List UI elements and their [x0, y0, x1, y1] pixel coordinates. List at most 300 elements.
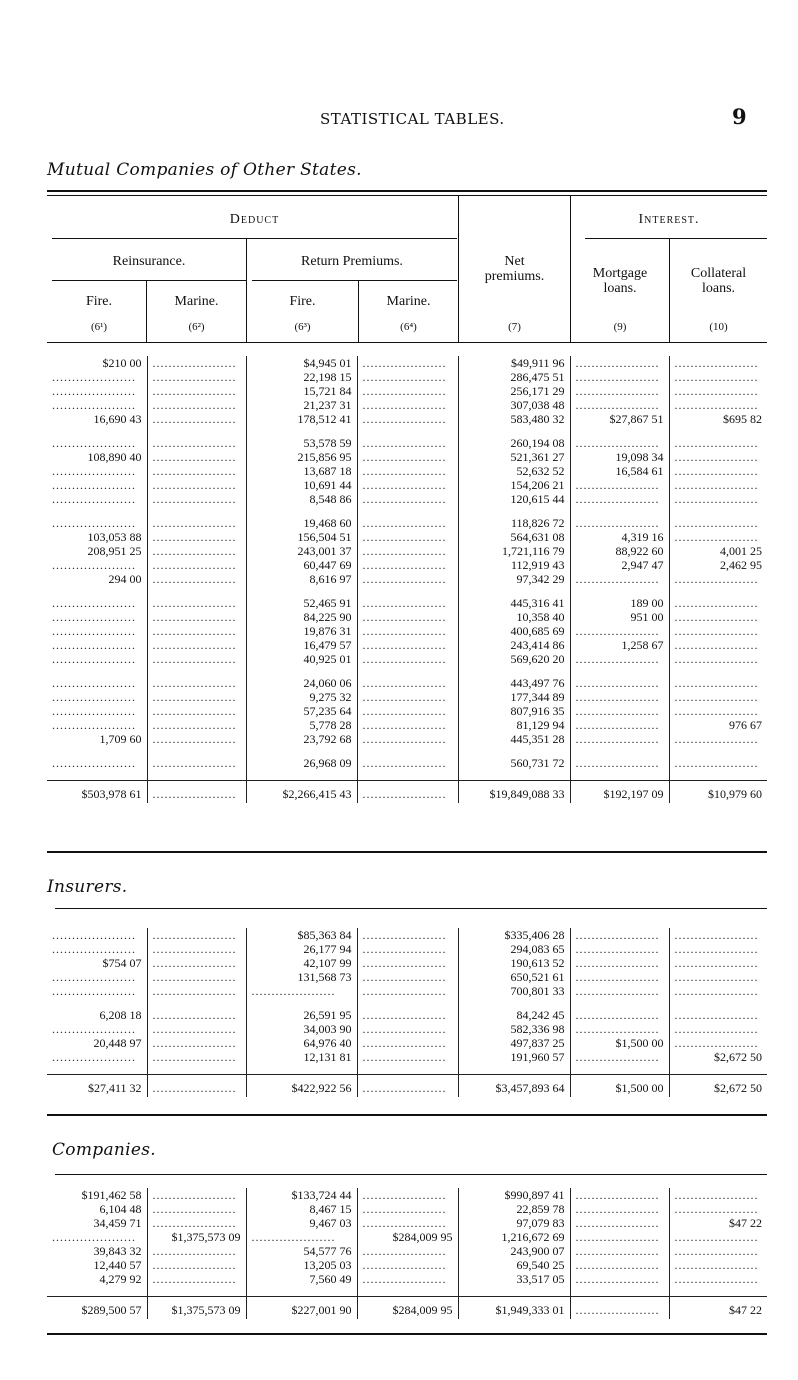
- table-cell: [357, 572, 458, 586]
- dot-leader: .....................: [152, 384, 237, 398]
- dot-leader: .....................: [152, 370, 237, 384]
- table-cell: 42,107 99: [246, 956, 357, 970]
- table-cell: [570, 624, 669, 638]
- table-cell: 16,690 43: [93, 412, 142, 426]
- table-cell: [357, 1202, 458, 1216]
- table-cell: $85,363 84: [246, 928, 357, 942]
- dot-leader: .....................: [152, 704, 237, 718]
- table-row: [47, 1244, 767, 1258]
- table-cell: [147, 572, 246, 586]
- dot-leader: .....................: [152, 970, 237, 984]
- dot-leader: .....................: [674, 398, 759, 412]
- table-cell: 19,876 31: [246, 624, 357, 638]
- table-row: [47, 756, 767, 770]
- dot-leader: .....................: [52, 652, 136, 666]
- dot-leader: .....................: [152, 572, 237, 586]
- table-cell: $27,867 51: [570, 412, 669, 426]
- dot-leader: .....................: [52, 610, 136, 624]
- section-title-mutual: Mutual Companies of Other States.: [47, 160, 362, 180]
- dot-leader: .....................: [52, 478, 136, 492]
- dot-leader: .....................: [674, 450, 759, 464]
- table-cell: [147, 544, 246, 558]
- dot-leader: .....................: [674, 652, 759, 666]
- table-cell: [669, 572, 767, 586]
- table-cell: [357, 652, 458, 666]
- dot-leader: .....................: [362, 1022, 447, 1036]
- table-cell: 650,521 61: [458, 970, 570, 984]
- table-cell: [47, 436, 147, 450]
- table-cell: [357, 1188, 458, 1202]
- table-cell: [669, 478, 767, 492]
- column-number: (6¹): [90, 321, 108, 333]
- table-cell: [669, 676, 767, 690]
- dot-leader: .....................: [362, 704, 447, 718]
- dot-leader: .....................: [362, 356, 447, 370]
- table-cell: 10,691 44: [246, 478, 357, 492]
- dot-leader: .....................: [152, 1022, 237, 1036]
- dot-leader: .....................: [362, 492, 447, 506]
- dot-leader: .....................: [152, 1244, 237, 1258]
- table-cell: [47, 652, 147, 666]
- dot-leader: .....................: [52, 558, 136, 572]
- table-cell: 53,578 59: [246, 436, 357, 450]
- table-cell: [147, 478, 246, 492]
- table-cell: [147, 1202, 246, 1216]
- table-row: [47, 370, 767, 384]
- dot-leader: .....................: [152, 1188, 237, 1202]
- table-cell: 6,208 18: [99, 1008, 142, 1022]
- dot-leader: .....................: [575, 1272, 660, 1286]
- table-row: [47, 1202, 767, 1216]
- table-cell: 23,792 68: [246, 732, 357, 746]
- table-cell: [570, 704, 669, 718]
- dot-leader: .....................: [152, 1272, 237, 1286]
- dot-leader: .....................: [362, 516, 447, 530]
- table-cell: 21,237 31: [246, 398, 357, 412]
- table-cell: [570, 1272, 669, 1286]
- dot-leader: .....................: [674, 970, 759, 984]
- table-cell: [357, 676, 458, 690]
- table-cell: [147, 1050, 246, 1064]
- dot-leader: .....................: [575, 1258, 660, 1272]
- dot-leader: .....................: [52, 704, 136, 718]
- table-cell: [357, 970, 458, 984]
- table-cell: [570, 1216, 669, 1230]
- dot-leader: .....................: [52, 370, 136, 384]
- table-row: [47, 718, 767, 732]
- table-cell: [357, 732, 458, 746]
- table-cell: [47, 690, 147, 704]
- table-cell: 400,685 69: [458, 624, 570, 638]
- table-cell: [570, 756, 669, 770]
- dot-leader: .....................: [152, 984, 237, 998]
- column-number: (7): [508, 321, 521, 333]
- dot-leader: .....................: [362, 610, 447, 624]
- table-cell: [357, 1022, 458, 1036]
- table-cell: 33,517 05: [458, 1272, 570, 1286]
- dot-leader: .....................: [575, 732, 660, 746]
- dot-leader: .....................: [674, 704, 759, 718]
- table-cell: [147, 436, 246, 450]
- dot-leader: .....................: [362, 544, 447, 558]
- dot-leader: .....................: [575, 756, 660, 770]
- table-cell: [147, 1244, 246, 1258]
- table-cell: [147, 624, 246, 638]
- dot-leader: .....................: [152, 638, 237, 652]
- dot-leader: .....................: [362, 530, 447, 544]
- dot-leader: .....................: [152, 652, 237, 666]
- dot-leader: .....................: [674, 624, 759, 638]
- table-cell: 19,098 34: [570, 450, 669, 464]
- table-cell: 8,548 86: [246, 492, 357, 506]
- row-spacer: [47, 666, 767, 676]
- dot-leader: .....................: [152, 676, 237, 690]
- dot-leader: .....................: [674, 956, 759, 970]
- table-cell: [357, 610, 458, 624]
- total-cell: [570, 1297, 669, 1320]
- table-cell: [357, 464, 458, 478]
- table-row: [47, 984, 767, 998]
- table-cell: 69,540 25: [458, 1258, 570, 1272]
- companies-table: [47, 1188, 767, 1319]
- table-cell: 243,414 86: [458, 638, 570, 652]
- total-cell: $2,672 50: [669, 1075, 767, 1098]
- table-cell: [669, 984, 767, 998]
- table-cell: [357, 516, 458, 530]
- table-cell: 521,361 27: [458, 450, 570, 464]
- table-cell: [147, 704, 246, 718]
- page-header: [0, 104, 798, 132]
- table-cell: [147, 1008, 246, 1022]
- table-cell: 52,465 91: [246, 596, 357, 610]
- dot-leader: .....................: [674, 1258, 759, 1272]
- dot-leader: .....................: [674, 370, 759, 384]
- dot-leader: .....................: [674, 492, 759, 506]
- table-cell: [357, 478, 458, 492]
- dot-leader: .....................: [52, 1050, 136, 1064]
- dot-leader: .....................: [674, 1202, 759, 1216]
- table-cell: [357, 544, 458, 558]
- dot-leader: .....................: [575, 676, 660, 690]
- table-cell: [669, 1244, 767, 1258]
- table-cell: 6,104 48: [99, 1202, 142, 1216]
- table-cell: 60,447 69: [246, 558, 357, 572]
- table-cell: [570, 356, 669, 370]
- table-cell: [357, 596, 458, 610]
- table-cell: [47, 928, 147, 942]
- total-cell: $192,197 09: [570, 781, 669, 804]
- table-row: [47, 638, 767, 652]
- table-cell: [147, 558, 246, 572]
- table-cell: [669, 1202, 767, 1216]
- table-cell: 445,316 41: [458, 596, 570, 610]
- table-cell: 564,631 08: [458, 530, 570, 544]
- total-row: [47, 1075, 767, 1098]
- dot-leader: .....................: [575, 356, 660, 370]
- collateral-line2: loans.: [701, 281, 736, 296]
- dot-leader: .....................: [362, 956, 447, 970]
- table-cell: [669, 1188, 767, 1202]
- dot-leader: .....................: [152, 596, 237, 610]
- table-cell: [357, 412, 458, 426]
- table-cell: [147, 1022, 246, 1036]
- table-cell: [570, 1230, 669, 1244]
- table-cell: [669, 690, 767, 704]
- table-cell: [669, 516, 767, 530]
- dot-leader: .....................: [362, 1216, 447, 1230]
- table-cell: 118,826 72: [458, 516, 570, 530]
- section2-top-rule: [55, 908, 767, 909]
- table-cell: 34,459 71: [93, 1216, 142, 1230]
- dot-leader: .....................: [52, 624, 136, 638]
- table-row: [47, 530, 767, 544]
- table-row: [47, 624, 767, 638]
- table-cell: [47, 970, 147, 984]
- table-cell: 260,194 08: [458, 436, 570, 450]
- table-cell: [47, 1022, 147, 1036]
- table-cell: [47, 624, 147, 638]
- table-row: [47, 492, 767, 506]
- table-cell: 52,632 52: [458, 464, 570, 478]
- table-cell: [669, 356, 767, 370]
- table-cell: [357, 1216, 458, 1230]
- table-cell: 154,206 21: [458, 478, 570, 492]
- table-row: [47, 1188, 767, 1202]
- table-cell: $335,406 28: [458, 928, 570, 942]
- table-cell: [570, 398, 669, 412]
- dot-leader: .....................: [52, 970, 136, 984]
- page-number: 9: [732, 104, 747, 129]
- dot-leader: .....................: [152, 1050, 237, 1064]
- total-cell: $1,500 00: [570, 1075, 669, 1098]
- table-row: [47, 676, 767, 690]
- table-cell: [570, 1050, 669, 1064]
- table-cell: 569,620 20: [458, 652, 570, 666]
- table-cell: 64,976 40: [246, 1036, 357, 1050]
- table-cell: 443,497 76: [458, 676, 570, 690]
- table-cell: [147, 384, 246, 398]
- return-premiums-heading: Return Premiums.: [301, 254, 403, 269]
- dot-leader: .....................: [52, 464, 136, 478]
- table-cell: [669, 530, 767, 544]
- dot-leader: .....................: [362, 756, 447, 770]
- table-cell: 120,615 44: [458, 492, 570, 506]
- dot-leader: .....................: [52, 676, 136, 690]
- table-cell: [147, 928, 246, 942]
- dot-leader: .....................: [52, 1022, 136, 1036]
- table-row: [47, 704, 767, 718]
- table-cell: [669, 398, 767, 412]
- dot-leader: .....................: [52, 928, 136, 942]
- dot-leader: .....................: [152, 718, 237, 732]
- table-cell: [147, 596, 246, 610]
- dot-leader: .....................: [362, 928, 447, 942]
- section-title-insurers: Insurers.: [47, 877, 128, 897]
- dot-leader: .....................: [575, 1216, 660, 1230]
- table-cell: 700,801 33: [458, 984, 570, 998]
- table-cell: 497,837 25: [458, 1036, 570, 1050]
- mortgage-loans-heading: [571, 266, 669, 296]
- table-cell: [147, 412, 246, 426]
- table-cell: [357, 956, 458, 970]
- interest-heading: Interest.: [638, 212, 700, 227]
- table-cell: [357, 356, 458, 370]
- table-cell: [570, 1022, 669, 1036]
- table-cell: 583,480 32: [458, 412, 570, 426]
- table-cell: [47, 464, 147, 478]
- dot-leader: .....................: [575, 704, 660, 718]
- table-row: [47, 1036, 767, 1050]
- table-row: [47, 478, 767, 492]
- dot-leader: .....................: [251, 984, 336, 998]
- table-row: [47, 596, 767, 610]
- dot-leader: .....................: [152, 1081, 237, 1095]
- table-cell: 10,358 40: [458, 610, 570, 624]
- table-cell: [147, 638, 246, 652]
- table-cell: 9,275 32: [246, 690, 357, 704]
- table-cell: 16,479 57: [246, 638, 357, 652]
- table-cell: 103,053 88: [87, 530, 142, 544]
- table-cell: $1,375,573 09: [147, 1230, 246, 1244]
- table-cell: $990,897 41: [458, 1188, 570, 1202]
- table-cell: [669, 464, 767, 478]
- dot-leader: .....................: [674, 984, 759, 998]
- table-cell: [357, 492, 458, 506]
- dot-leader: .....................: [674, 1230, 759, 1244]
- table-cell: [570, 1188, 669, 1202]
- dot-leader: .....................: [362, 787, 447, 801]
- dot-leader: .....................: [575, 384, 660, 398]
- table-cell: [357, 638, 458, 652]
- table-cell: 177,344 89: [458, 690, 570, 704]
- dot-leader: .....................: [152, 492, 237, 506]
- dot-leader: .....................: [575, 1230, 660, 1244]
- table-row: [47, 558, 767, 572]
- table-cell: [357, 436, 458, 450]
- section3-top-rule: [55, 1174, 767, 1175]
- table-row: [47, 436, 767, 450]
- dot-leader: .....................: [674, 676, 759, 690]
- dot-leader: .....................: [152, 690, 237, 704]
- table-cell: $2,672 50: [669, 1050, 767, 1064]
- table-cell: [357, 928, 458, 942]
- dot-leader: .....................: [674, 384, 759, 398]
- total-cell: $2,266,415 43: [246, 781, 357, 804]
- dot-leader: .....................: [362, 412, 447, 426]
- dot-leader: .....................: [362, 1188, 447, 1202]
- total-cell: $19,849,088 33: [458, 781, 570, 804]
- dot-leader: .....................: [674, 478, 759, 492]
- mortgage-line1: Mortgage: [592, 266, 648, 281]
- table-cell: [357, 558, 458, 572]
- dot-leader: .....................: [362, 1008, 447, 1022]
- table-cell: [357, 398, 458, 412]
- table-cell: 12,440 57: [93, 1258, 142, 1272]
- dot-leader: .....................: [362, 464, 447, 478]
- dot-leader: .....................: [575, 652, 660, 666]
- dot-leader: .....................: [575, 970, 660, 984]
- dot-leader: .....................: [674, 1008, 759, 1022]
- dot-leader: .....................: [152, 928, 237, 942]
- table-cell: [669, 942, 767, 956]
- table-cell: 1,216,672 69: [458, 1230, 570, 1244]
- table-cell: [47, 596, 147, 610]
- dot-leader: .....................: [152, 610, 237, 624]
- dot-leader: .....................: [362, 638, 447, 652]
- collateral-loans-heading: [670, 266, 767, 296]
- table-cell: [47, 478, 147, 492]
- table-cell: $210 00: [102, 356, 142, 370]
- table-cell: 9,467 03: [246, 1216, 357, 1230]
- table-cell: [357, 756, 458, 770]
- table-cell: 112,919 43: [458, 558, 570, 572]
- table-cell: [357, 1244, 458, 1258]
- total-row: [47, 1297, 767, 1320]
- collateral-line1: Collateral: [690, 266, 747, 281]
- table-cell: [570, 436, 669, 450]
- dot-leader: .....................: [575, 516, 660, 530]
- dot-leader: .....................: [575, 1022, 660, 1036]
- table-cell: [47, 942, 147, 956]
- dot-leader: .....................: [362, 1202, 447, 1216]
- table-row: [47, 450, 767, 464]
- table-cell: [669, 756, 767, 770]
- table-cell: [147, 356, 246, 370]
- dot-leader: .....................: [152, 398, 237, 412]
- table-cell: [669, 384, 767, 398]
- dot-leader: .....................: [52, 690, 136, 704]
- table-cell: $284,009 95: [357, 1230, 458, 1244]
- total-cell: $227,001 90: [246, 1297, 357, 1320]
- table-cell: [147, 756, 246, 770]
- table-cell: [147, 984, 246, 998]
- dot-leader: .....................: [362, 572, 447, 586]
- table-cell: 445,351 28: [458, 732, 570, 746]
- table-row: [47, 652, 767, 666]
- table-cell: [47, 558, 147, 572]
- table-cell: [669, 652, 767, 666]
- table-cell: [147, 652, 246, 666]
- total-cell: $27,411 32: [47, 1075, 147, 1098]
- table-cell: 39,843 32: [93, 1244, 142, 1258]
- table-cell: [357, 1050, 458, 1064]
- table-cell: [357, 530, 458, 544]
- table-cell: [147, 516, 246, 530]
- reinsurance-underline: [52, 280, 246, 281]
- dot-leader: .....................: [575, 398, 660, 412]
- table-cell: 7,560 49: [246, 1272, 357, 1286]
- dot-leader: .....................: [674, 638, 759, 652]
- table-cell: 131,568 73: [246, 970, 357, 984]
- table-cell: $4,945 01: [246, 356, 357, 370]
- dot-leader: .....................: [362, 984, 447, 998]
- dot-leader: .....................: [52, 1230, 136, 1244]
- total-row: [47, 781, 767, 804]
- table-cell: 2,462 95: [669, 558, 767, 572]
- table-cell: [669, 704, 767, 718]
- dot-leader: .....................: [152, 956, 237, 970]
- dot-leader: .....................: [575, 492, 660, 506]
- dot-leader: .....................: [362, 676, 447, 690]
- table-cell: [357, 384, 458, 398]
- dot-leader: .....................: [362, 652, 447, 666]
- table-cell: [570, 676, 669, 690]
- dot-leader: .....................: [362, 1081, 447, 1095]
- interest-underline: [585, 238, 767, 239]
- total-cell: $503,978 61: [47, 781, 147, 804]
- table-cell: 20,448 97: [93, 1036, 142, 1050]
- total-cell: [147, 1075, 246, 1098]
